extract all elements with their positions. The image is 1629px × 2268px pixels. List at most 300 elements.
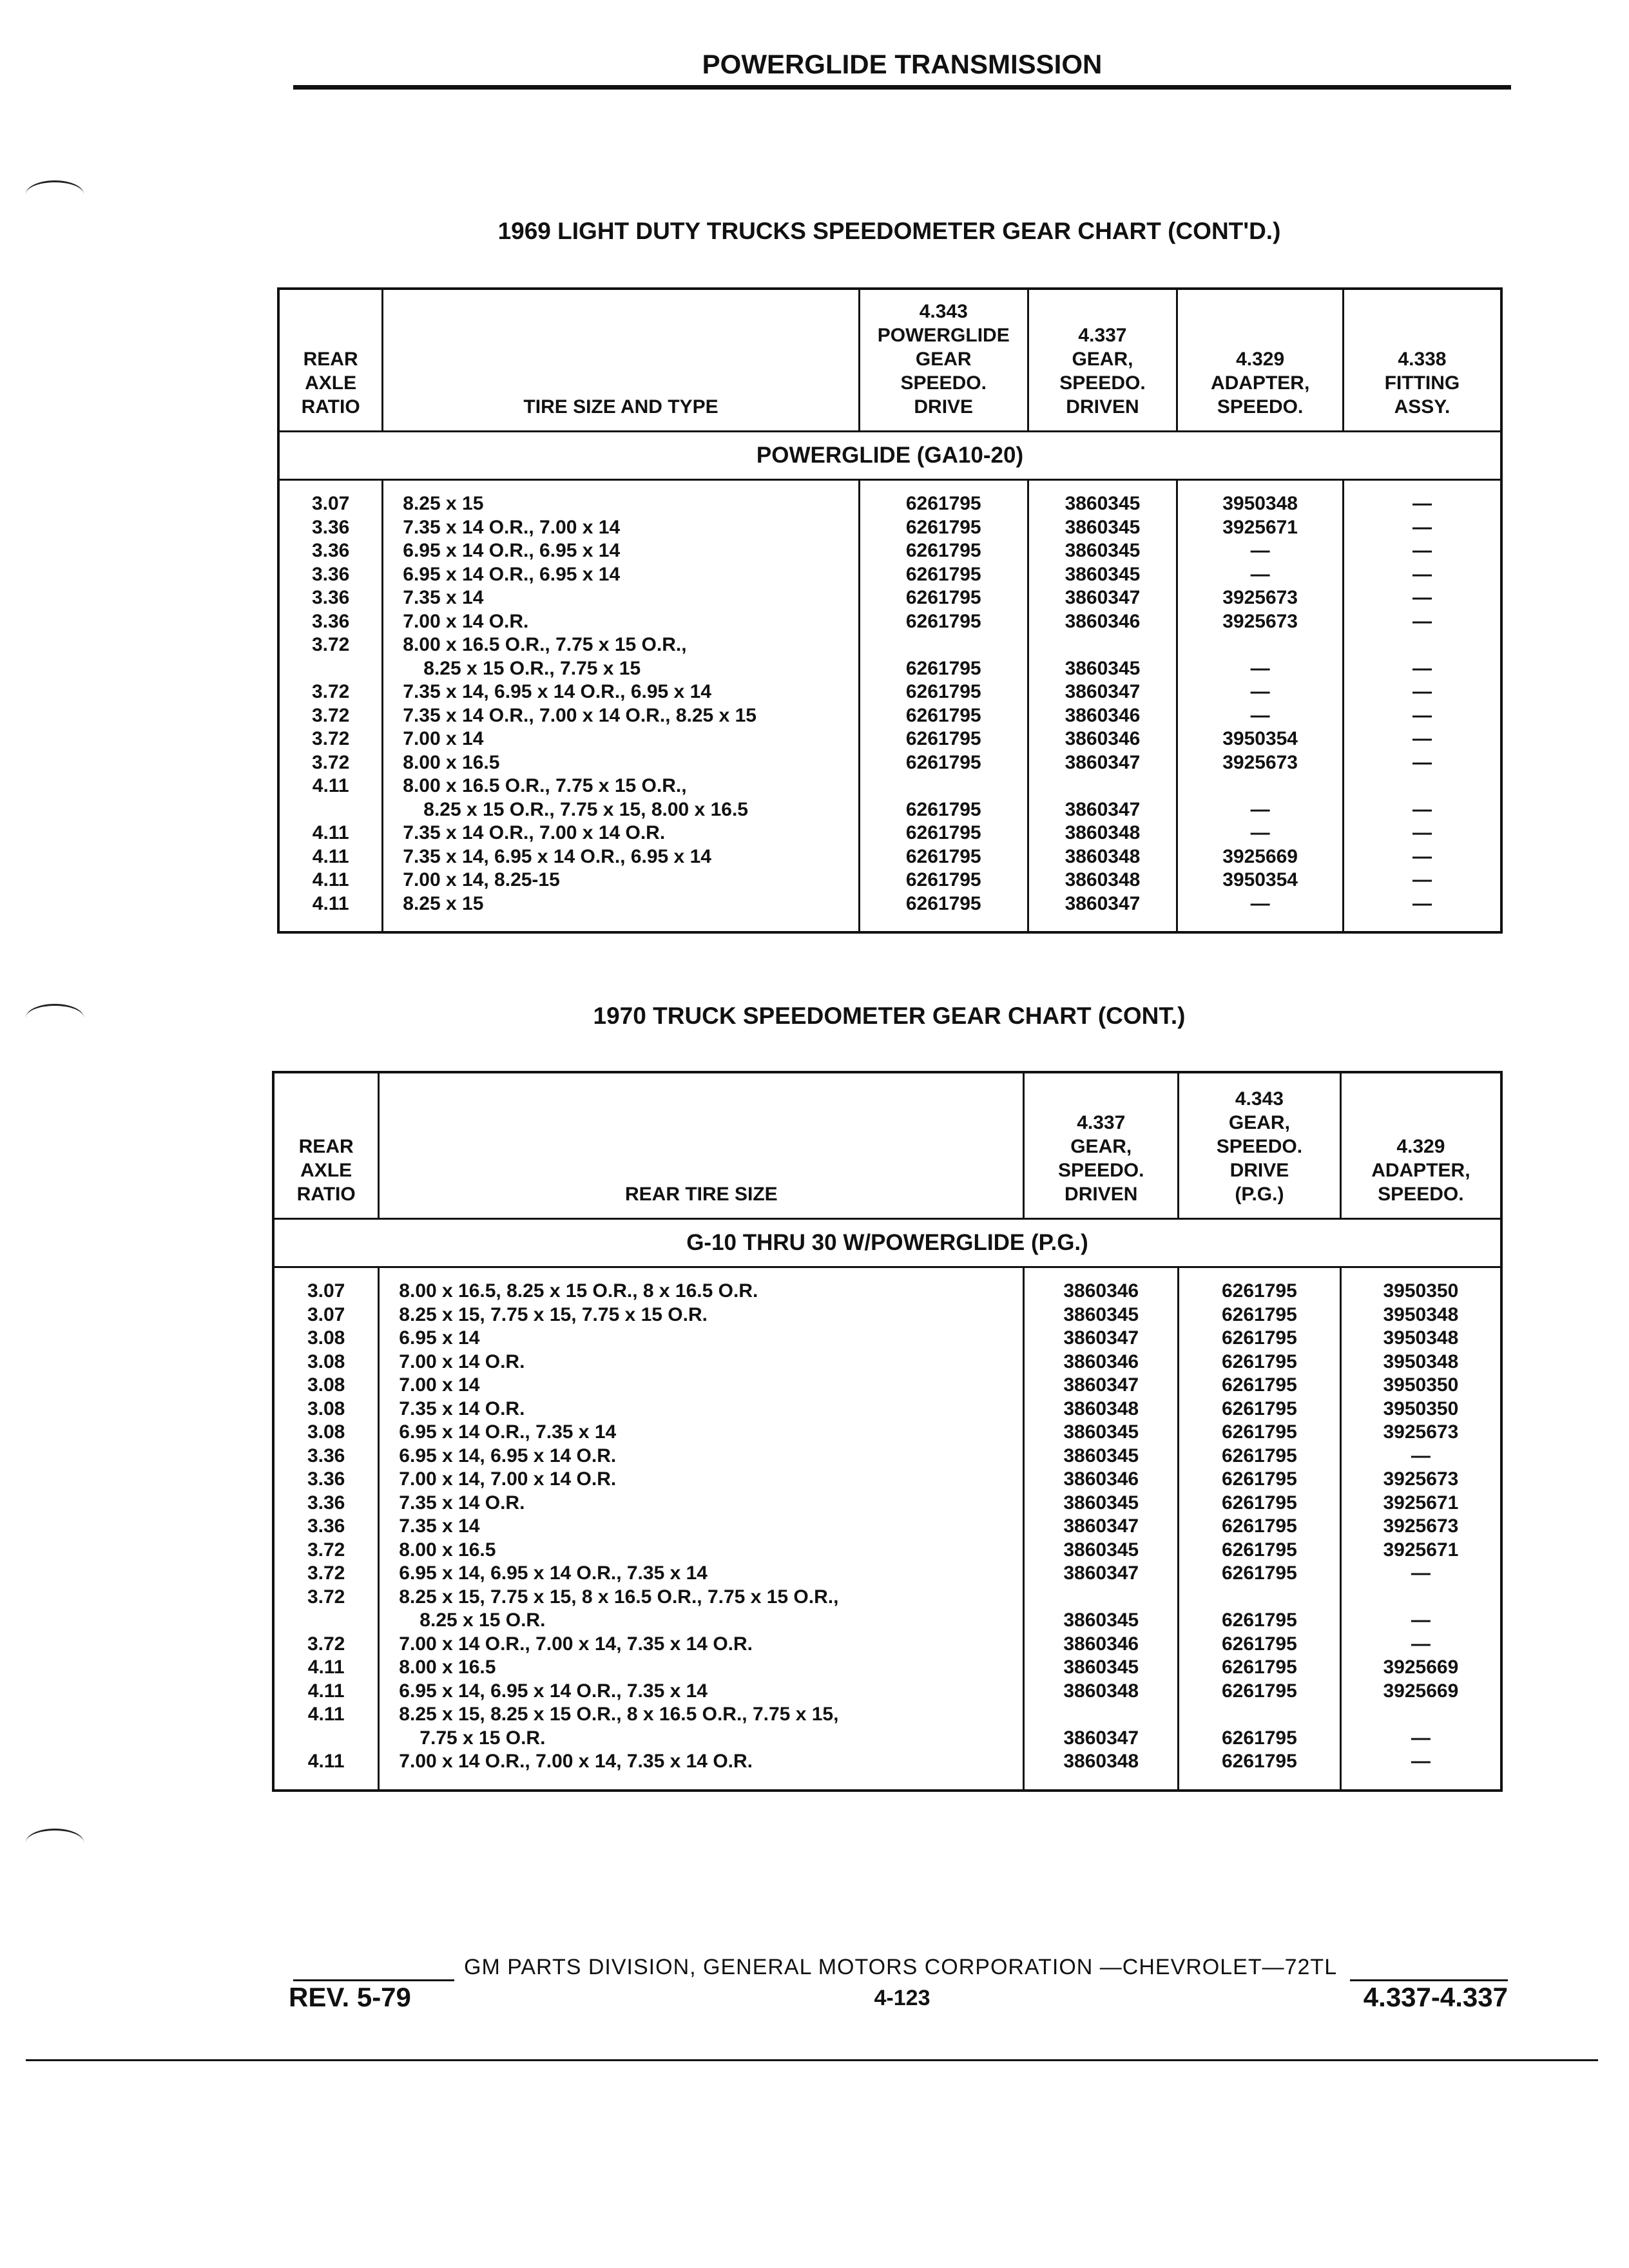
adapter-value: 3950348 xyxy=(1383,1350,1459,1372)
table-row xyxy=(278,516,1501,540)
driven-value: 3860347 xyxy=(1065,798,1141,820)
spacer-cell xyxy=(1024,1267,1179,1280)
drive-cell xyxy=(859,516,1028,540)
tire-size-line: 8.25 x 15 xyxy=(403,892,484,914)
tire-size-cell xyxy=(383,892,860,916)
drive-value: 6261795 xyxy=(1222,1303,1297,1325)
adapter-value: 3925673 xyxy=(1383,1468,1459,1490)
tire-size-line: 7.00 x 14, 7.00 x 14 O.R. xyxy=(399,1468,617,1490)
driven-value: 3860345 xyxy=(1063,1445,1139,1466)
fitting-cell xyxy=(1343,822,1501,845)
adapter-value: — xyxy=(1411,1727,1431,1749)
tire-size-line: 8.00 x 16.5, 8.25 x 15 O.R., 8 x 16.5 O.R. xyxy=(399,1280,758,1302)
ratio-value: 3.36 xyxy=(311,540,350,561)
ratio-value: 4.11 xyxy=(312,845,349,867)
driven-cell xyxy=(1024,1280,1179,1303)
column-header xyxy=(383,289,860,432)
drive-cell xyxy=(859,892,1028,916)
group-row xyxy=(273,1219,1501,1267)
table-row xyxy=(273,1350,1501,1374)
drive-cell xyxy=(1179,1421,1341,1445)
tire-size-cell xyxy=(379,1303,1024,1327)
driven-value: 3860345 xyxy=(1063,1610,1139,1631)
adapter-value: — xyxy=(1411,1610,1431,1631)
adapter-value: — xyxy=(1411,1751,1431,1772)
driven-cell xyxy=(1028,633,1177,680)
adapter-cell xyxy=(1177,869,1344,892)
column-header xyxy=(273,1072,379,1219)
tire-size-line: 8.00 x 16.5 xyxy=(399,1657,496,1678)
tire-size-line: 6.95 x 14 O.R., 7.35 x 14 xyxy=(399,1421,617,1443)
table-row xyxy=(278,586,1501,610)
driven-cell xyxy=(1024,1374,1179,1398)
ratio-value: 3.36 xyxy=(307,1445,345,1466)
adapter-value: 3950354 xyxy=(1222,728,1298,749)
blank-line xyxy=(275,1727,378,1751)
column-header xyxy=(1343,289,1501,432)
tire-size-cell xyxy=(379,1468,1024,1492)
fitting-cell xyxy=(1343,610,1501,634)
driven-value: 3860347 xyxy=(1065,587,1141,608)
drive-value: 6261795 xyxy=(1222,1657,1297,1678)
fitting-value: — xyxy=(1412,540,1432,561)
ratio-cell xyxy=(278,633,383,680)
driven-cell xyxy=(1028,822,1177,845)
margin-mark xyxy=(26,1829,84,1856)
table1 xyxy=(277,287,1503,934)
blank-line xyxy=(1029,774,1177,798)
ratio-value: 3.72 xyxy=(307,1586,345,1608)
ratio-cell xyxy=(278,869,383,892)
adapter-cell xyxy=(1340,1280,1501,1303)
drive-value: 6261795 xyxy=(905,751,981,773)
driven-cell xyxy=(1024,1327,1179,1350)
adapter-value: 3950348 xyxy=(1383,1327,1459,1349)
tire-size-line: 6.95 x 14 O.R., 6.95 x 14 xyxy=(403,563,621,585)
spacer-cell xyxy=(859,916,1028,932)
tire-size-line: 8.00 x 16.5 O.R., 7.75 x 15 O.R., xyxy=(403,634,687,655)
ratio-cell xyxy=(278,892,383,916)
header-line: RATIO xyxy=(301,396,360,418)
adapter-value: 3925669 xyxy=(1383,1680,1459,1702)
drive-cell xyxy=(1179,1586,1341,1633)
table-row xyxy=(278,751,1501,775)
ratio-cell xyxy=(273,1492,379,1515)
spacer-row xyxy=(273,1267,1501,1280)
table-row xyxy=(273,1680,1501,1704)
tire-size-cell xyxy=(383,516,860,540)
adapter-cell xyxy=(1340,1398,1501,1421)
drive-value: 6261795 xyxy=(1222,1374,1297,1396)
driven-cell xyxy=(1028,704,1177,728)
ratio-cell xyxy=(278,774,383,822)
drive-value: 6261795 xyxy=(1222,1492,1297,1514)
tire-size-line: 7.35 x 14 xyxy=(403,587,484,608)
footer-rule xyxy=(1350,1979,1508,1981)
ratio-value: 3.36 xyxy=(307,1515,345,1537)
header-line: GEAR, xyxy=(1072,349,1133,370)
table-row xyxy=(273,1633,1501,1657)
drive-value: 6261795 xyxy=(905,610,981,632)
adapter-cell xyxy=(1177,774,1344,822)
drive-cell xyxy=(1179,1515,1341,1539)
tire-size-cell xyxy=(383,633,860,680)
ratio-cell xyxy=(273,1750,379,1774)
header-line: DRIVEN xyxy=(1065,1184,1138,1205)
adapter-value: 3925669 xyxy=(1222,845,1298,867)
driven-cell xyxy=(1028,610,1177,634)
tire-size-cell xyxy=(379,1633,1024,1657)
table-row xyxy=(273,1492,1501,1515)
table2-title: 1970 TRUCK SPEEDOMETER GEAR CHART (CONT.) xyxy=(593,1003,1186,1029)
driven-value: 3860347 xyxy=(1065,892,1141,914)
driven-cell xyxy=(1024,1515,1179,1539)
driven-value: 3860348 xyxy=(1063,1680,1139,1702)
ratio-cell xyxy=(273,1303,379,1327)
header-line: 4.337 xyxy=(1077,1112,1126,1133)
driven-cell xyxy=(1028,751,1177,775)
driven-cell xyxy=(1024,1350,1179,1374)
header-line: SPEEDO. xyxy=(1378,1184,1464,1205)
drive-value: 6261795 xyxy=(1222,1515,1297,1537)
tire-size-line: 7.75 x 15 O.R. xyxy=(419,1727,546,1749)
ratio-value: 3.07 xyxy=(307,1303,345,1325)
adapter-value: 3925671 xyxy=(1383,1539,1459,1561)
fitting-value: — xyxy=(1412,845,1432,867)
header-line: RATIO xyxy=(296,1184,356,1205)
tire-size-cell xyxy=(383,610,860,634)
blank-line xyxy=(280,657,381,681)
table-row xyxy=(278,633,1501,680)
header-line: DRIVEN xyxy=(1066,396,1139,418)
ratio-value: 4.11 xyxy=(307,1680,345,1702)
table-row xyxy=(278,774,1501,822)
header-line: DRIVE xyxy=(1229,1160,1289,1181)
tire-size-cell xyxy=(379,1445,1024,1468)
driven-cell xyxy=(1024,1633,1179,1657)
header-line: SPEEDO. xyxy=(900,372,987,394)
header-line: ADAPTER, xyxy=(1371,1160,1470,1181)
driven-value: 3860346 xyxy=(1063,1280,1139,1302)
header-line: 4.338 xyxy=(1398,349,1447,370)
ratio-value: 3.08 xyxy=(307,1398,345,1419)
adapter-cell xyxy=(1177,563,1344,587)
tire-size-cell xyxy=(379,1374,1024,1398)
ratio-value: 4.11 xyxy=(312,775,349,796)
drive-cell xyxy=(1179,1539,1341,1562)
driven-cell xyxy=(1028,680,1177,704)
ratio-value: 3.72 xyxy=(307,1562,345,1584)
column-header xyxy=(278,289,383,432)
driven-value: 3860346 xyxy=(1063,1633,1139,1655)
tire-size-line: 7.35 x 14 O.R., 7.00 x 14 xyxy=(403,516,621,538)
table-row xyxy=(273,1656,1501,1680)
table-row xyxy=(273,1445,1501,1468)
tire-size-cell xyxy=(383,845,860,869)
drive-cell xyxy=(1179,1468,1341,1492)
drive-cell xyxy=(859,822,1028,845)
ratio-cell xyxy=(273,1656,379,1680)
group-row xyxy=(278,432,1501,480)
column-header xyxy=(1028,289,1177,432)
ratio-value: 3.72 xyxy=(311,704,350,726)
adapter-value: 3925673 xyxy=(1222,587,1298,608)
table-row xyxy=(273,1327,1501,1350)
drive-value: 6261795 xyxy=(1222,1562,1297,1584)
header-line: SPEEDO. xyxy=(1217,396,1304,418)
driven-value: 3860345 xyxy=(1065,516,1141,538)
drive-cell xyxy=(859,563,1028,587)
header-line: REAR TIRE SIZE xyxy=(624,1184,778,1205)
adapter-cell xyxy=(1177,516,1344,540)
tire-size-line: 8.25 x 15, 8.25 x 15 O.R., 8 x 16.5 O.R., 7.75 x 15, xyxy=(399,1704,839,1725)
driven-cell xyxy=(1024,1586,1179,1633)
fitting-value: — xyxy=(1412,681,1432,702)
table-row xyxy=(278,869,1501,892)
drive-value: 6261795 xyxy=(1222,1751,1297,1772)
ratio-value: 3.08 xyxy=(307,1374,345,1396)
driven-value: 3860348 xyxy=(1063,1751,1139,1772)
driven-value: 3860347 xyxy=(1065,681,1141,702)
tire-size-cell xyxy=(383,563,860,587)
adapter-value: 3950350 xyxy=(1383,1374,1459,1396)
table-row xyxy=(278,822,1501,845)
drive-cell xyxy=(859,727,1028,751)
tire-size-line: 6.95 x 14, 6.95 x 14 O.R., 7.35 x 14 xyxy=(399,1680,708,1702)
adapter-value: 3925669 xyxy=(1383,1657,1459,1678)
ratio-cell xyxy=(273,1680,379,1704)
spacer-cell xyxy=(1343,916,1501,932)
fitting-value: — xyxy=(1412,728,1432,749)
drive-cell xyxy=(859,586,1028,610)
tire-size-line: 7.35 x 14 O.R., 7.00 x 14 O.R. xyxy=(403,822,666,843)
tire-size-line: 7.35 x 14 O.R. xyxy=(399,1398,525,1419)
fitting-cell xyxy=(1343,586,1501,610)
driven-value: 3860347 xyxy=(1063,1562,1139,1584)
driven-cell xyxy=(1024,1680,1179,1704)
fitting-cell xyxy=(1343,516,1501,540)
margin-mark xyxy=(26,180,84,208)
adapter-cell xyxy=(1177,845,1344,869)
header-line: FITTING xyxy=(1384,372,1460,394)
fitting-value: — xyxy=(1412,869,1432,890)
drive-value: 6261795 xyxy=(1222,1350,1297,1372)
column-header xyxy=(1340,1072,1501,1219)
tire-size-line: 7.35 x 14, 6.95 x 14 O.R., 6.95 x 14 xyxy=(403,681,711,702)
ratio-cell xyxy=(273,1515,379,1539)
drive-cell xyxy=(1179,1492,1341,1515)
adapter-cell xyxy=(1177,610,1344,634)
ratio-cell xyxy=(273,1703,379,1750)
tire-size-line: 7.00 x 14 O.R. xyxy=(403,610,529,632)
adapter-value: 3950348 xyxy=(1383,1303,1459,1325)
driven-value: 3860345 xyxy=(1063,1539,1139,1561)
drive-value: 6261795 xyxy=(1222,1468,1297,1490)
blank-line xyxy=(860,774,1027,798)
driven-value: 3860345 xyxy=(1063,1492,1139,1514)
adapter-value: 3925671 xyxy=(1222,516,1298,538)
ratio-value: 3.72 xyxy=(307,1633,345,1655)
adapter-cell xyxy=(1177,822,1344,845)
tire-size-line: 7.00 x 14 O.R. xyxy=(399,1350,525,1372)
blank-line xyxy=(1342,1703,1500,1727)
table-row xyxy=(273,1515,1501,1539)
fitting-cell xyxy=(1343,633,1501,680)
ratio-value: 3.08 xyxy=(307,1421,345,1443)
drive-cell xyxy=(859,539,1028,563)
table-row xyxy=(273,1398,1501,1421)
spacer-cell xyxy=(1179,1267,1341,1280)
drive-value: 6261795 xyxy=(905,563,981,585)
driven-cell xyxy=(1024,1539,1179,1562)
spacer-cell xyxy=(1024,1774,1179,1791)
driven-cell xyxy=(1024,1445,1179,1468)
drive-value: 6261795 xyxy=(1222,1421,1297,1443)
ratio-cell xyxy=(278,516,383,540)
header-row xyxy=(278,289,1501,432)
spacer-cell xyxy=(1028,916,1177,932)
fitting-value: — xyxy=(1412,751,1432,773)
ratio-cell xyxy=(273,1445,379,1468)
table-row xyxy=(273,1539,1501,1562)
table-row xyxy=(273,1374,1501,1398)
adapter-cell xyxy=(1340,1327,1501,1350)
driven-value: 3860346 xyxy=(1065,610,1141,632)
header-line: REAR xyxy=(298,1136,354,1157)
spacer-cell xyxy=(278,480,383,493)
column-header xyxy=(1177,289,1344,432)
driven-value: 3860345 xyxy=(1065,493,1141,514)
header-line: 4.343 xyxy=(919,301,968,322)
header-line: 4.329 xyxy=(1396,1136,1445,1157)
spacer-cell xyxy=(1343,480,1501,493)
ratio-cell xyxy=(273,1421,379,1445)
drive-cell xyxy=(1179,1398,1341,1421)
ratio-cell xyxy=(278,492,383,516)
tire-size-line: 8.25 x 15 O.R., 7.75 x 15 xyxy=(423,657,641,679)
table-row xyxy=(278,563,1501,587)
tire-size-cell xyxy=(379,1492,1024,1515)
fitting-cell xyxy=(1343,845,1501,869)
header-line: DRIVE xyxy=(914,396,974,418)
adapter-cell xyxy=(1340,1562,1501,1586)
drive-cell xyxy=(859,704,1028,728)
ratio-value: 3.36 xyxy=(307,1492,345,1514)
blank-line xyxy=(1178,633,1342,657)
fitting-value: — xyxy=(1412,704,1432,726)
fitting-cell xyxy=(1343,751,1501,775)
driven-cell xyxy=(1028,563,1177,587)
spacer-cell xyxy=(1177,480,1344,493)
drive-cell xyxy=(859,774,1028,822)
spacer-cell xyxy=(1179,1774,1341,1791)
adapter-value: — xyxy=(1250,704,1270,726)
driven-cell xyxy=(1024,1303,1179,1327)
adapter-cell xyxy=(1340,1303,1501,1327)
drive-cell xyxy=(1179,1374,1341,1398)
tire-size-line: 7.00 x 14, 8.25-15 xyxy=(403,869,560,890)
fitting-value: — xyxy=(1412,610,1432,632)
drive-value: 6261795 xyxy=(905,892,981,914)
blank-line xyxy=(280,798,381,822)
group-label: POWERGLIDE (GA10-20) xyxy=(278,432,1501,480)
drive-cell xyxy=(859,845,1028,869)
tire-size-cell xyxy=(379,1350,1024,1374)
drive-value: 6261795 xyxy=(905,681,981,702)
adapter-value: 3950350 xyxy=(1383,1280,1459,1302)
tire-size-line: 6.95 x 14, 6.95 x 14 O.R. xyxy=(399,1445,617,1466)
ratio-value: 4.11 xyxy=(312,822,349,843)
fitting-cell xyxy=(1343,869,1501,892)
adapter-cell xyxy=(1177,751,1344,775)
end-row xyxy=(278,916,1501,932)
table-row xyxy=(278,727,1501,751)
adapter-cell xyxy=(1177,892,1344,916)
driven-cell xyxy=(1028,492,1177,516)
spacer-cell xyxy=(1340,1774,1501,1791)
ratio-value: 3.08 xyxy=(307,1327,345,1349)
ratio-cell xyxy=(278,563,383,587)
driven-cell xyxy=(1024,1398,1179,1421)
drive-cell xyxy=(859,869,1028,892)
blank-line xyxy=(1342,1586,1500,1610)
driven-cell xyxy=(1028,516,1177,540)
end-row xyxy=(273,1774,1501,1791)
adapter-value: 3925673 xyxy=(1222,751,1298,773)
drive-value: 6261795 xyxy=(1222,1727,1297,1749)
driven-value: 3860347 xyxy=(1063,1515,1139,1537)
spacer-cell xyxy=(278,916,383,932)
blank-line xyxy=(1025,1703,1177,1727)
table-row xyxy=(273,1750,1501,1774)
table-row xyxy=(273,1280,1501,1303)
spacer-cell xyxy=(273,1267,379,1280)
adapter-cell xyxy=(1340,1421,1501,1445)
tire-size-cell xyxy=(383,492,860,516)
ratio-value: 4.11 xyxy=(312,892,349,914)
ratio-value: 3.07 xyxy=(311,493,350,514)
adapter-value: — xyxy=(1250,681,1270,702)
tire-size-line: 8.25 x 15 xyxy=(403,493,484,514)
adapter-cell xyxy=(1177,539,1344,563)
spacer-cell xyxy=(1177,916,1344,932)
drive-value: 6261795 xyxy=(905,798,981,820)
driven-value: 3860347 xyxy=(1065,751,1141,773)
tire-size-line: 7.00 x 14 O.R., 7.00 x 14, 7.35 x 14 O.R. xyxy=(399,1751,753,1772)
adapter-value: 3950354 xyxy=(1222,869,1298,890)
spacer-cell xyxy=(1340,1267,1501,1280)
column-header xyxy=(1024,1072,1179,1219)
tire-size-cell xyxy=(379,1280,1024,1303)
table-row xyxy=(273,1703,1501,1750)
adapter-value: — xyxy=(1250,822,1270,843)
column-header xyxy=(859,289,1028,432)
ratio-cell xyxy=(273,1633,379,1657)
adapter-value: 3950348 xyxy=(1222,493,1298,514)
drive-cell xyxy=(859,751,1028,775)
adapter-cell xyxy=(1340,1656,1501,1680)
table-row xyxy=(278,845,1501,869)
fitting-value: — xyxy=(1412,493,1432,514)
spacer-cell xyxy=(383,480,860,493)
tire-size-cell xyxy=(383,751,860,775)
tire-size-line: 6.95 x 14 O.R., 6.95 x 14 xyxy=(403,540,621,561)
drive-value: 6261795 xyxy=(905,493,981,514)
tire-size-cell xyxy=(379,1656,1024,1680)
ratio-cell xyxy=(278,680,383,704)
tire-size-line: 8.25 x 15 O.R. xyxy=(419,1610,546,1631)
drive-value: 6261795 xyxy=(905,728,981,749)
